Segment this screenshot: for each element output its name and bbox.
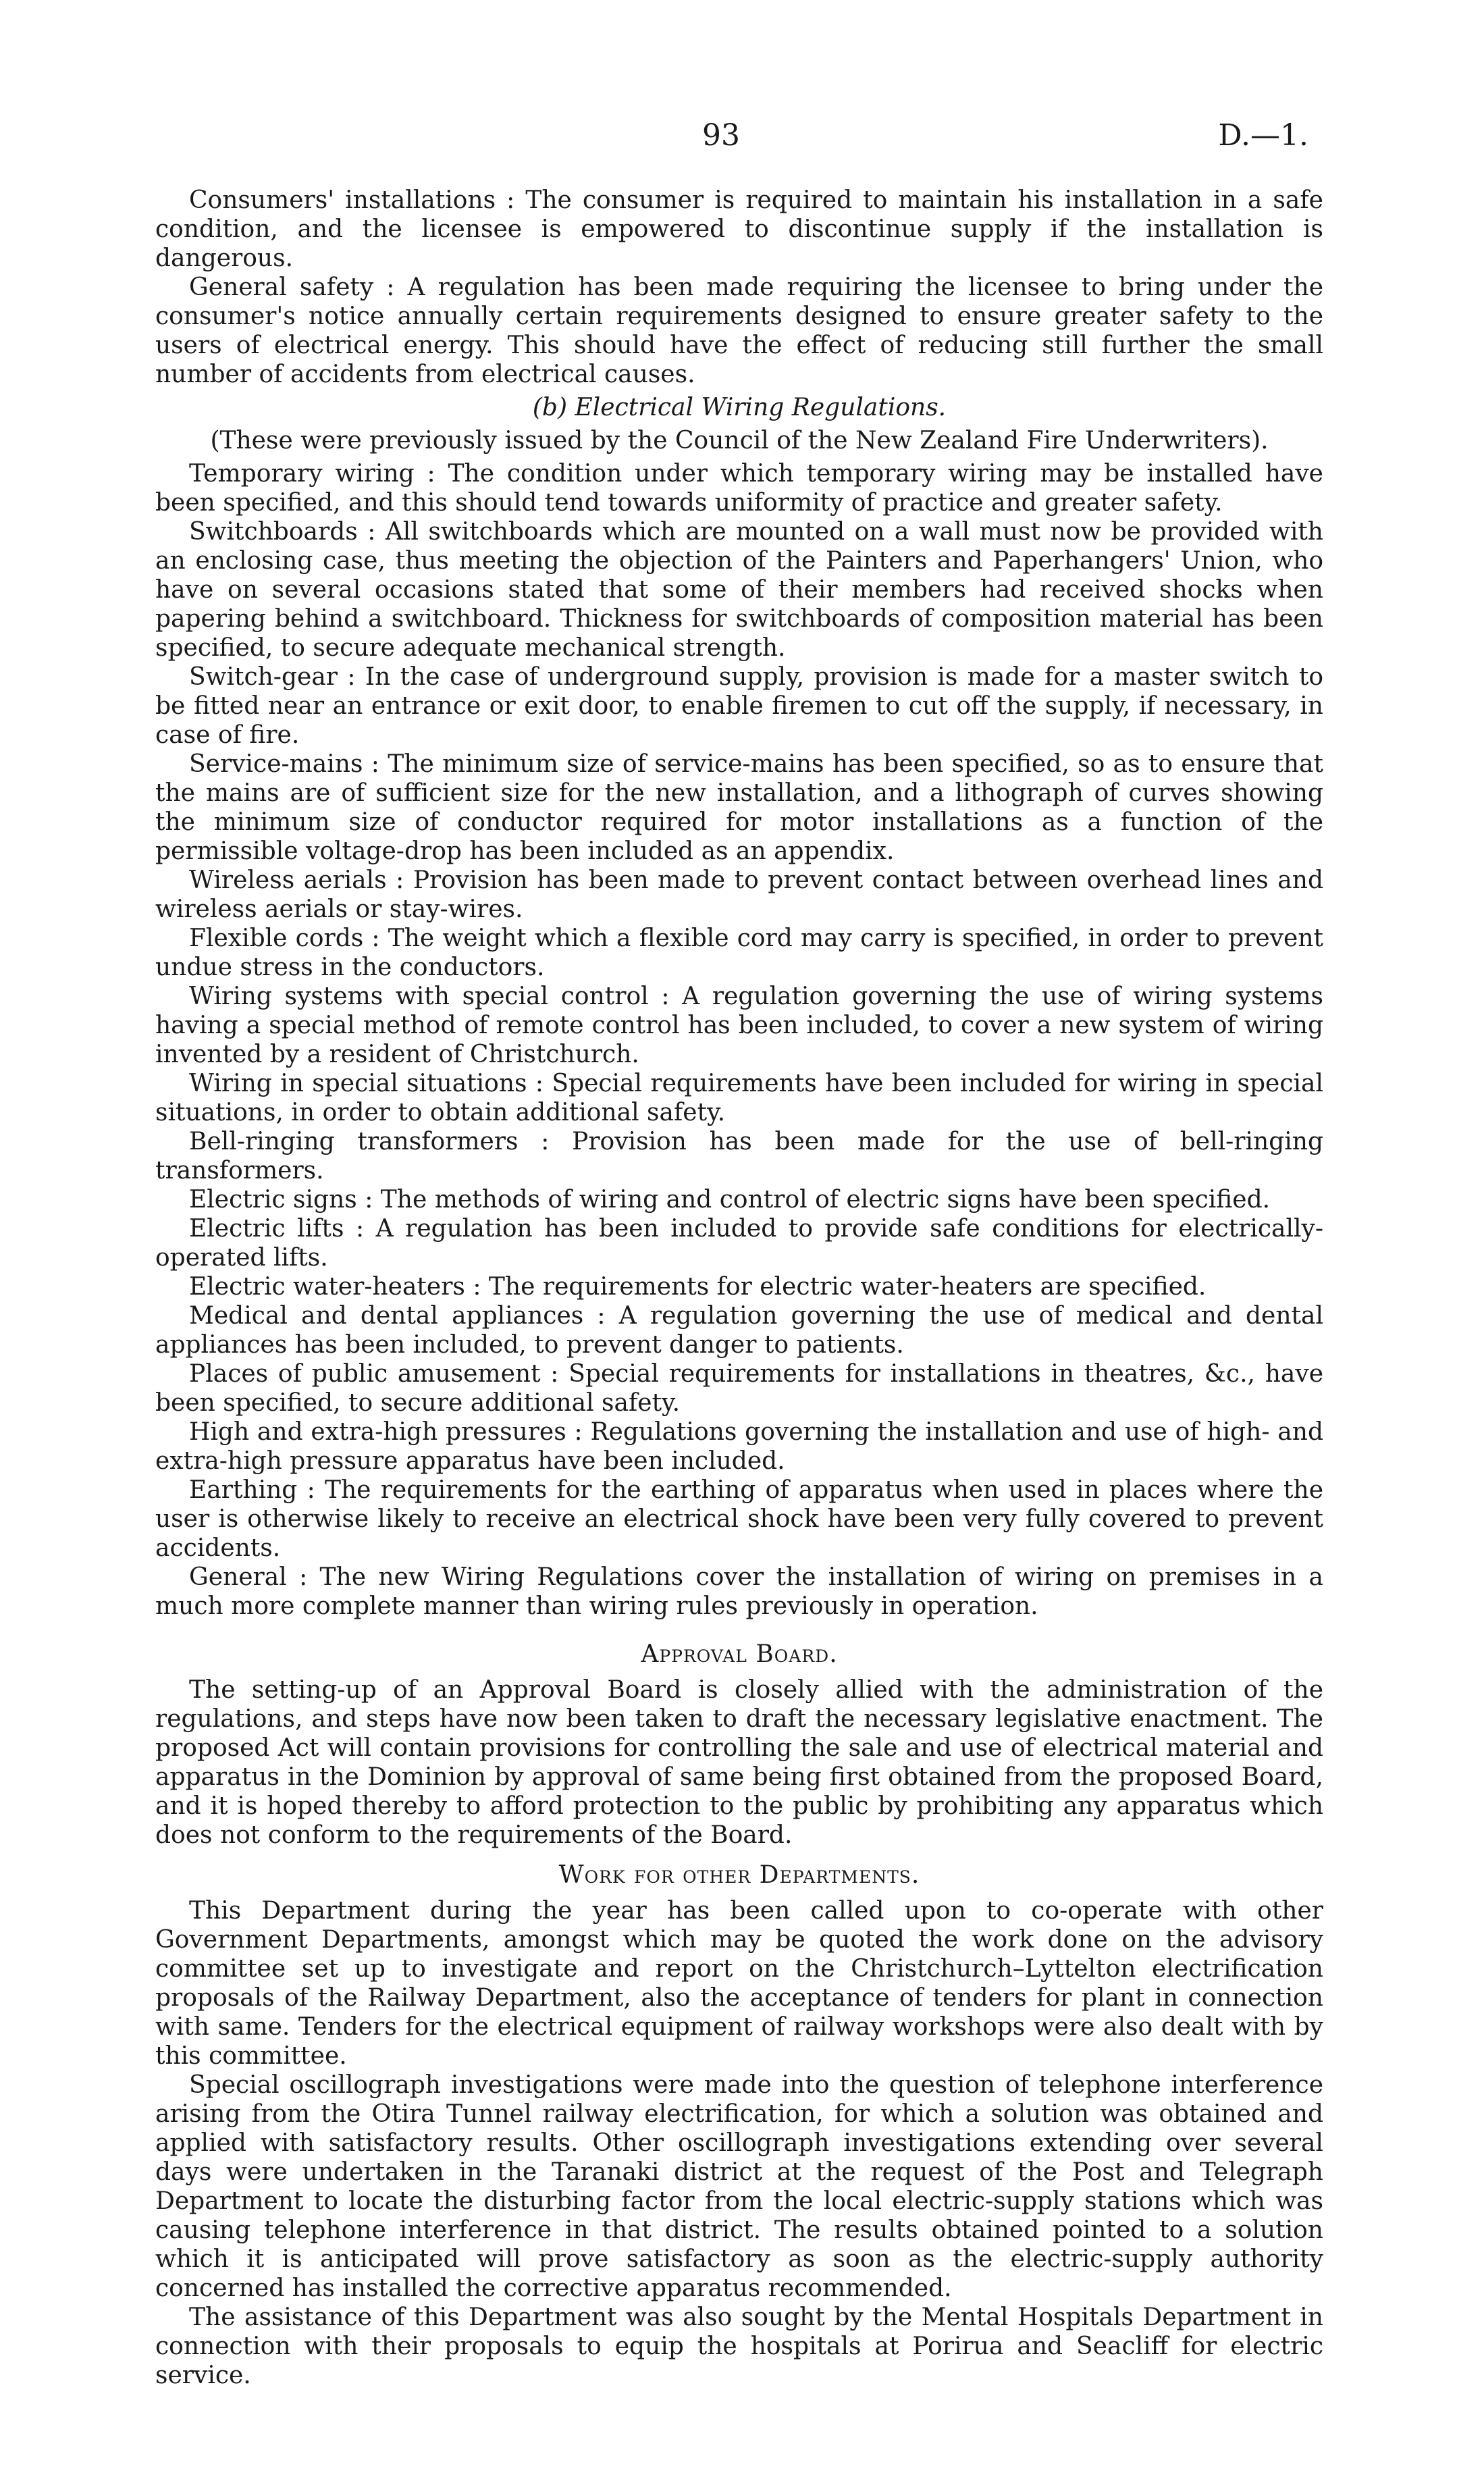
paragraph-label: Switch-gear : bbox=[189, 663, 356, 691]
paragraph-text: A regulation has been made requiring the licensee to bring under the consumer's notice annually certain requirements designed to ensure greater safety to the users of electrical energy. This should have the effect of reducing still further the small number of accidents from electrical causes. bbox=[155, 274, 1324, 388]
paragraph-text: The methods of wiring and control of electric signs have been specified. bbox=[380, 1186, 1271, 1214]
wiring-regulations-note: (These were previously issued by the Council of the New Zealand Fire Underwriters). bbox=[210, 427, 1269, 454]
paragraph-text: The requirements for the earthing of apparatus when used in places where the user is otherwise likely to receive an electrical shock have been very fully covered to prevent accidents. bbox=[155, 1476, 1323, 1562]
paragraph-switch-gear bbox=[155, 662, 1323, 750]
paragraph-text: The consumer is required to maintain his installation in a safe condition, and the licensee is empowered to discontinue supply if the installation is dangerous. bbox=[155, 186, 1323, 272]
paragraph-temporary-wiring bbox=[155, 459, 1323, 517]
paragraph-wiring-special-situations bbox=[155, 1069, 1323, 1127]
paragraph-label: Consumers' installations : bbox=[189, 186, 515, 214]
paragraph-text: A regulation has been included to provide safe conditions for electrically-operated lifts. bbox=[155, 1215, 1323, 1272]
paragraph-electric-lifts bbox=[155, 1214, 1323, 1272]
paragraph-label: Medical and dental appliances : bbox=[189, 1302, 606, 1330]
paragraph-text: A regulation governing the use of wiring systems having a special method of remote control has been included, to cover a new system of wiring invented by a resident of Christchurch. bbox=[155, 983, 1323, 1068]
paragraph-label: Wiring in special situations : bbox=[189, 1070, 544, 1097]
paragraph-text: The condition under which temporary wiring may be installed have been specified, and this should tend towards uniformity of practice and greater safety. bbox=[155, 460, 1323, 517]
paragraph-text: The minimum size of service-mains has been specified, so as to ensure that the mains are of sufficient size for the new installation, and a lithograph of curves showing the minimum size of conductor required for motor installations as a function of the permissible voltage-drop has been included as an appendix. bbox=[155, 750, 1324, 865]
page-header bbox=[0, 111, 1484, 159]
paragraph-label: Electric lifts : bbox=[189, 1215, 365, 1243]
paragraph-text: In the case of underground supply, provision is made for a master switch to be fitted near an entrance or exit door, to enable firemen to cut off the supply, if necessary, in case of fire. bbox=[155, 663, 1323, 749]
paragraph-label: Electric signs : bbox=[189, 1186, 373, 1214]
paragraph-text: The new Wiring Regulations cover the installation of wiring on premises in a much more complete manner than wiring rules previously in operation. bbox=[155, 1563, 1323, 1620]
paragraph-bell-ringing-transformers bbox=[155, 1127, 1323, 1185]
paragraph-label: Service-mains : bbox=[189, 750, 379, 778]
paragraph-medical-dental-appliances bbox=[155, 1301, 1323, 1359]
paragraph-other-departments-2: Special oscillograph investigations were made into the question of telephone interference arising from the Otira Tunnel railway electrification, for which a solution was obtained and applied with satisfactory results. Other oscillograph investigations extending over several days were undertaken in the Taranaki district at the request of the Post and Telegraph Department to locate the disturbing factor from the local electric-supply stations which was causing telephone interference in that district. The results obtained pointed to a solution which it is anticipated will prove satisfactory as soon as the electric-supply authority concerned has installed the corrective apparatus recommended. bbox=[155, 2071, 1323, 2302]
paragraph-label: Wiring systems with special control : bbox=[189, 983, 670, 1010]
page-body bbox=[155, 186, 1323, 2390]
paragraph-label: Wireless aerials : bbox=[189, 866, 404, 894]
paragraph-label: High and extra-high pressures : bbox=[189, 1418, 583, 1446]
paragraph-general bbox=[155, 1563, 1323, 1621]
paragraph-text: Regulations governing the installation and use of high- and extra-high pressure apparatus have been included. bbox=[155, 1418, 1323, 1475]
paragraph-text: The weight which a flexible cord may carry is specified, in order to prevent undue stress in the conductors. bbox=[155, 925, 1323, 981]
wiring-regulations-heading: (b) Electrical Wiring Regulations. bbox=[532, 394, 947, 421]
paragraph-label: General safety : bbox=[189, 274, 395, 301]
paragraph-text: Special requirements have been included for wiring in special situations, in order to obtain additional safety. bbox=[155, 1070, 1323, 1126]
paragraph-electric-water-heaters bbox=[155, 1272, 1323, 1301]
paragraph-label: Earthing : bbox=[189, 1476, 315, 1504]
paragraph-high-pressures bbox=[155, 1417, 1323, 1476]
paragraph-label: Temporary wiring : bbox=[189, 460, 435, 488]
paragraph-text: Special requirements for installations in theatres, &c., have been specified, to secure additional safety. bbox=[155, 1360, 1323, 1417]
paragraph-text: All switchboards which are mounted on a wall must now be provided with an enclosing case, thus meeting the objection of the Painters and Paperhangers' Union, who have on several occasions stated that some of their members had received shocks when papering behind a switchboard. Thickness for switchboards of composition material has been specified, to secure adequate mechanical strength. bbox=[155, 518, 1323, 662]
paragraph-wireless-aerials bbox=[155, 866, 1323, 924]
approval-board-heading: Approval Board. bbox=[641, 1640, 838, 1668]
paragraph-label: Bell-ringing transformers : bbox=[189, 1128, 550, 1155]
paragraph-service-mains bbox=[155, 750, 1323, 866]
paragraph-label: Places of public amusement : bbox=[189, 1360, 559, 1388]
paragraph-label: General : bbox=[189, 1563, 308, 1591]
paragraph-other-departments-3: The assistance of this Department was also sought by the Mental Hospitals Department in connection with their proposals to equip the hospitals at Porirua and Seacliff for electric service. bbox=[155, 2303, 1323, 2389]
paragraph-label: Electric water-heaters : bbox=[189, 1273, 481, 1301]
page-number: 93 bbox=[702, 118, 740, 153]
paragraph-label: Flexible cords : bbox=[189, 925, 380, 952]
paragraph-text: The requirements for electric water-heaters are specified. bbox=[488, 1273, 1207, 1301]
other-departments-heading: Work for other Departments. bbox=[558, 1861, 920, 1889]
paragraph-text: Provision has been made to prevent contact between overhead lines and wireless aerials or stay-wires. bbox=[155, 866, 1324, 923]
paragraph-general-safety bbox=[155, 273, 1323, 389]
paragraph-text: Provision has been made for the use of bell-ringing transformers. bbox=[155, 1128, 1323, 1185]
paragraph-places-public-amusement bbox=[155, 1359, 1323, 1417]
paragraph-electric-signs bbox=[155, 1185, 1323, 1214]
paragraph-text: A regulation governing the use of medical and dental appliances has been included, to prevent danger to patients. bbox=[155, 1302, 1323, 1359]
paragraph-earthing bbox=[155, 1476, 1323, 1563]
paragraph-label: Switchboards : bbox=[189, 518, 376, 546]
paragraph-wiring-systems-special-control bbox=[155, 982, 1323, 1069]
paragraph-approval-board: The setting-up of an Approval Board is closely allied with the administration of the regulations, and steps have now been taken to draft the necessary legislative enactment. The proposed Act will contain provisions for controlling the sale and use of electrical material and apparatus in the Dominion by approval of same being first obtained from the proposed Board, and it is hoped thereby to afford protection to the public by prohibiting any apparatus which does not conform to the requirements of the Board. bbox=[155, 1676, 1323, 1849]
paragraph-other-departments-1: This Department during the year has been called upon to co-operate with other Government Departments, amongst which may be quoted the work done on the advisory committee set up to investigate and report on the Christchurch–Lyttelton electrification proposals of the Railway Department, also the acceptance of tenders for plant in connection with same. Tenders for the electrical equipment of railway workshops were also dealt with by this committee. bbox=[155, 1897, 1323, 2070]
paragraph-consumers-installations bbox=[155, 186, 1323, 273]
paragraph-switchboards bbox=[155, 517, 1323, 662]
document-reference: D.—1. bbox=[1218, 118, 1308, 153]
paragraph-flexible-cords bbox=[155, 924, 1323, 982]
